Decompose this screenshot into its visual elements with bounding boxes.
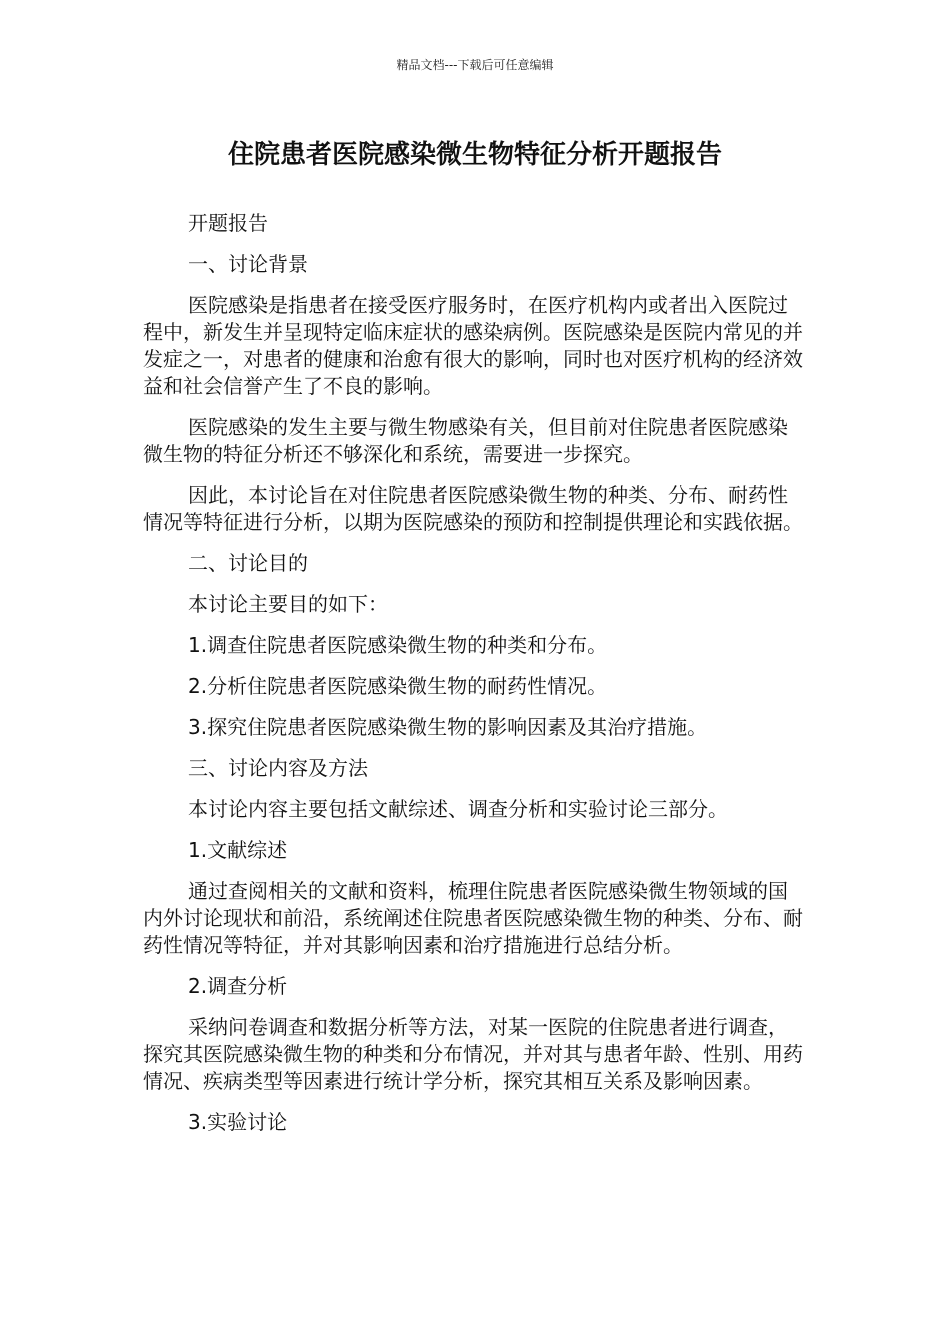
paragraph: 采纳问卷调查和数据分析等方法，对某一医院的住院患者进行调查，探究其医院感染微生物的种类和分布情况，并对其与患者年龄、性别、用药情况、疾病类型等因素进行统计学分析，探究其相互关系及影响因素。 [143,1015,803,1093]
list-item: 2.分析住院患者医院感染微生物的耐药性情况。 [188,674,608,698]
list-item: 1.调查住院患者医院感染微生物的种类和分布。 [188,633,608,657]
paragraph-report-label: 开题报告 [188,211,268,235]
paragraph: 医院感染的发生主要与微生物感染有关，但目前对住院患者医院感染微生物的特征分析还不够深化和系统，需要进一步探究。 [143,415,788,466]
list-item: 3.探究住院患者医院感染微生物的影响因素及其治疗措施。 [188,715,708,739]
document-title: 住院患者医院感染微生物特征分析开题报告 [227,140,722,170]
heading-background: 一、讨论背景 [188,252,308,276]
paragraph: 医院感染是指患者在接受医疗服务时，在医疗机构内或者出入医院过程中，新发生并呈现特定临床症状的感染病例。医院感染是医院内常见的并发症之一，对患者的健康和治愈有很大的影响，同时也对医疗机构的经济效益和社会信誉产生了不良的影响。 [143,293,803,398]
document-body [143,210,803,1150]
subheading-survey-analysis: 2.调查分析 [188,974,288,998]
paragraph: 因此，本讨论旨在对住院患者医院感染微生物的种类、分布、耐药性情况等特征进行分析，以期为医院感染的预防和控制提供理论和实践依据。 [143,483,803,534]
heading-purpose: 二、讨论目的 [188,551,308,575]
paragraph: 通过查阅相关的文献和资料，梳理住院患者医院感染微生物领域的国内外讨论现状和前沿，系统阐述住院患者医院感染微生物的种类、分布、耐药性情况等特征，并对其影响因素和治疗措施进行总结分析。 [143,879,803,957]
paragraph: 本讨论主要目的如下： [188,592,388,616]
heading-content-methods: 三、讨论内容及方法 [188,756,368,780]
paragraph: 本讨论内容主要包括文献综述、调查分析和实验讨论三部分。 [188,797,728,821]
subheading-experiment: 3.实验讨论 [188,1110,288,1134]
header-note: 精品文档---下载后可任意编辑 [396,58,554,72]
subheading-literature-review: 1.文献综述 [188,838,288,862]
